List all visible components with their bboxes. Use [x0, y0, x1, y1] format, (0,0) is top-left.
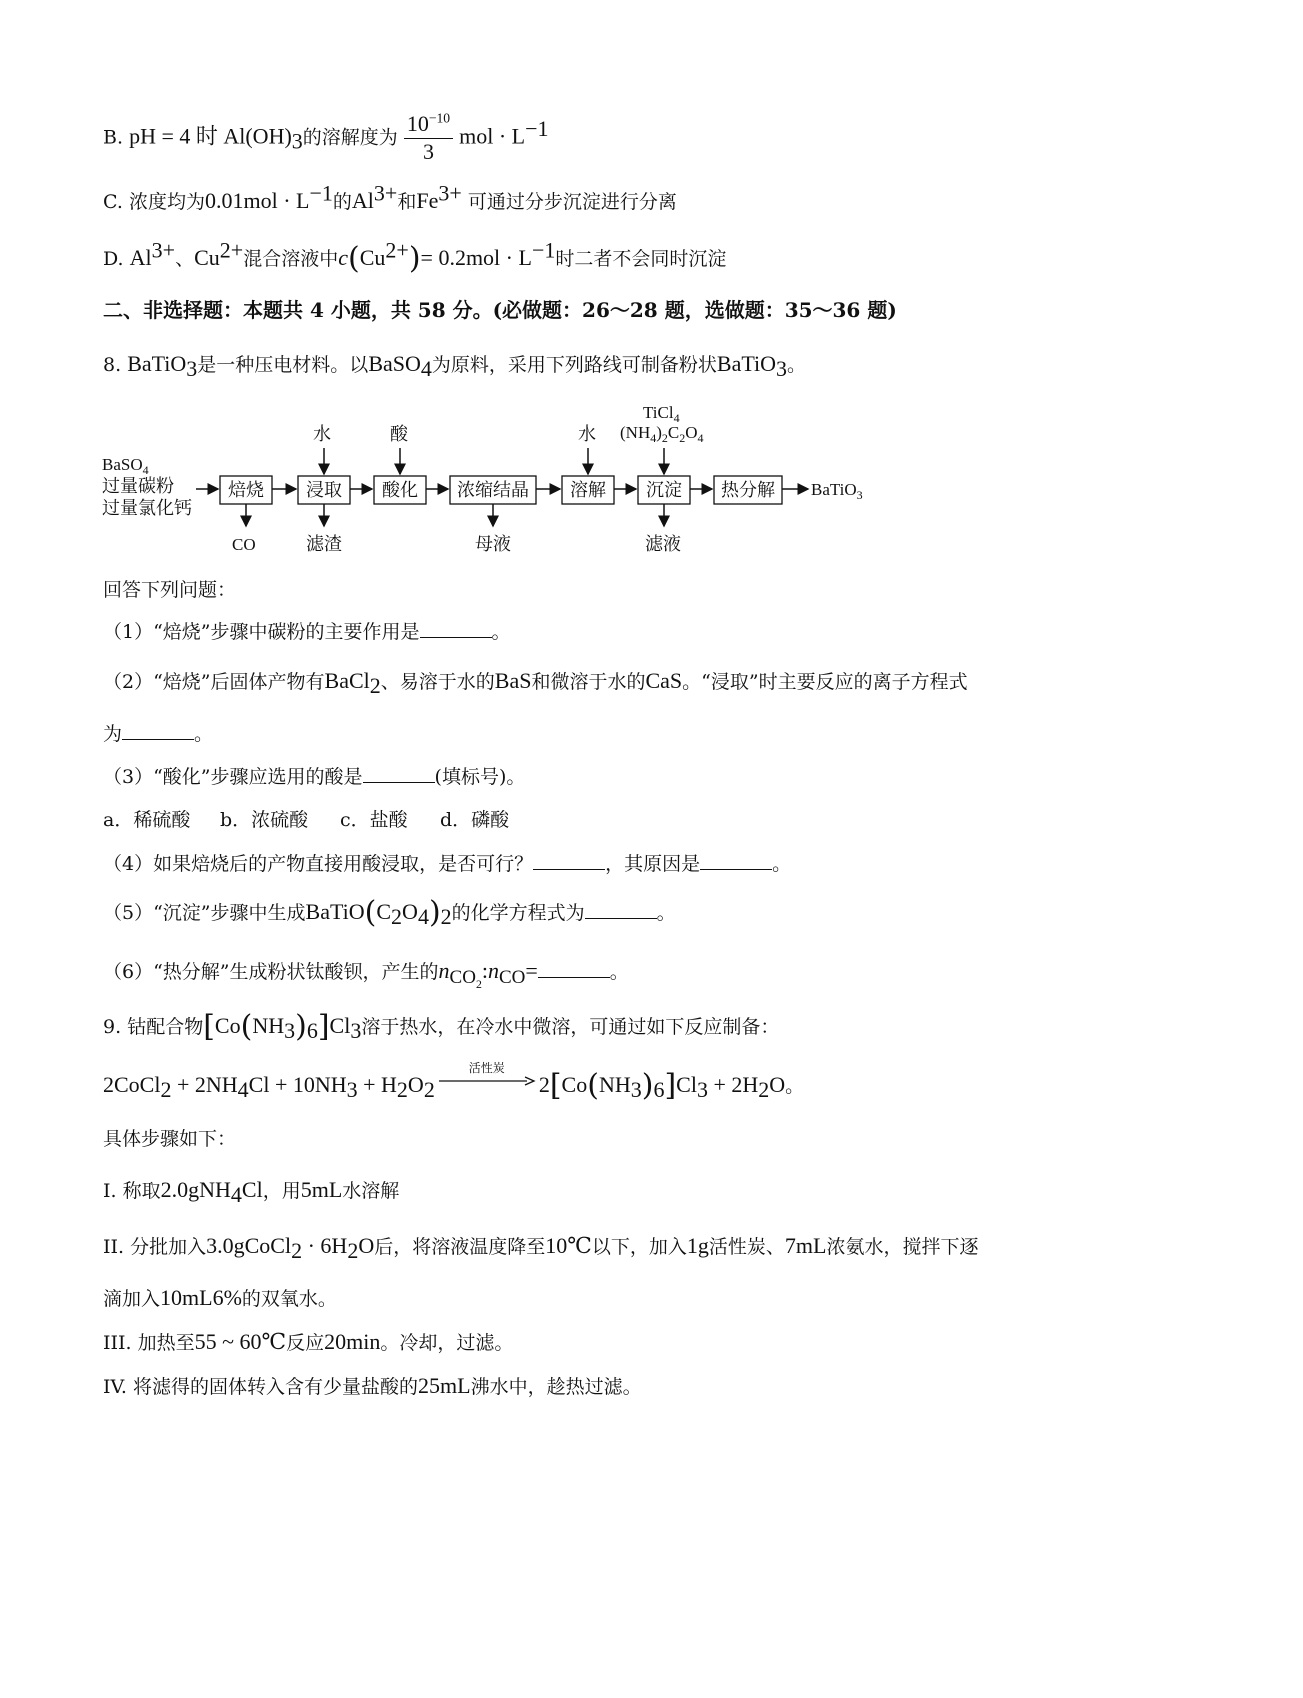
text: 和微溶于水的 [531, 671, 646, 693]
text: 反应 [286, 1332, 325, 1354]
text: 。“浸取”时主要反应的离子方程式 [682, 671, 968, 693]
subscript: CO [498, 966, 526, 988]
feed-carbon: 过量碳粉 [102, 476, 174, 497]
step-4 [103, 1372, 1303, 1401]
charge: 3+ [373, 180, 398, 206]
formula: O [402, 899, 418, 924]
subscript: 2 [475, 977, 482, 991]
feed-cacl2: 过量氯化钙 [102, 498, 192, 519]
formula: BaTiO [305, 899, 365, 924]
sub-question-1 [103, 618, 1303, 646]
option-label: C. [103, 191, 123, 213]
formula: Cl [676, 1072, 697, 1097]
subscript: 2 [440, 903, 452, 929]
answer-blank[interactable] [122, 723, 194, 740]
coefficient: 2 [538, 1072, 550, 1097]
paren-open: ( [240, 1009, 253, 1044]
option-b [103, 112, 1303, 165]
ion: Al [129, 245, 152, 270]
input-water-2: 水 [578, 424, 596, 445]
subscript: 4 [420, 355, 432, 381]
sub-question-3 [103, 763, 1303, 791]
text: ，其原因是 [605, 853, 701, 875]
text: 为原料，采用下列路线可制备粉状 [431, 354, 717, 376]
exponent: −10 [428, 110, 451, 126]
question-9-stem [103, 1009, 1303, 1044]
answer-blank[interactable] [700, 853, 772, 870]
subscript: 3 [696, 1076, 708, 1102]
sub-question-2-cont [103, 720, 1303, 748]
question-8-stem [103, 350, 1303, 379]
step-label: III. [103, 1332, 132, 1354]
text: 。 [609, 961, 629, 983]
text: 、易溶于水的 [380, 671, 495, 693]
text: 和 [397, 191, 417, 213]
formula: Cl [329, 1013, 351, 1038]
subscript: 3 [346, 1076, 358, 1102]
steps-intro: 具体步骤如下： [103, 1128, 237, 1150]
text: 称取 [122, 1180, 161, 1202]
text: （1）“焙烧”步骤中碳粉的主要作用是 [103, 621, 420, 643]
value: 5mL [300, 1177, 343, 1202]
formula: Co [214, 1013, 241, 1038]
subscript: 3 [186, 355, 198, 381]
ion: Al [351, 188, 374, 213]
formula: BaTiO [716, 351, 776, 376]
formula: + 2NH [171, 1072, 238, 1097]
exponent: −1 [525, 116, 549, 142]
charge: 2+ [385, 237, 409, 263]
text: （4）如果焙烧后的产物直接用酸浸取，是否可行？ [103, 853, 534, 875]
bracket-close: ] [317, 1009, 330, 1044]
text: 是一种压电材料。以 [197, 354, 369, 376]
value: 0.01mol · L [204, 188, 310, 213]
choice-b: b．浓硫酸 [220, 809, 309, 831]
input-acid: 酸 [390, 424, 408, 445]
option-d [103, 237, 1303, 276]
unit: mol · L [459, 123, 526, 149]
text: 。 [194, 723, 214, 745]
text: (填标号)。 [434, 766, 526, 788]
answer-blank[interactable] [420, 621, 492, 638]
fraction [404, 112, 453, 165]
output-mother-liquor: 母液 [475, 534, 511, 555]
step-3 [103, 1328, 1303, 1357]
text: 。 [656, 902, 676, 924]
text: 沸水中，趁热过滤。 [470, 1376, 642, 1398]
text: 滴加入 [103, 1288, 161, 1310]
step-label: II. [103, 1236, 125, 1258]
paren-open: ( [364, 895, 377, 930]
step-label: I. [103, 1180, 117, 1202]
subscript: 4 [230, 1181, 242, 1207]
formula: + 2H [707, 1072, 759, 1097]
paren-open: ( [587, 1068, 599, 1103]
formula: NH [252, 1013, 285, 1038]
formula: + H [357, 1072, 397, 1097]
value: 3.0gCoCl [206, 1233, 292, 1258]
charge: 3+ [438, 180, 462, 206]
paren-close: ) [295, 1009, 307, 1044]
text: 活性炭、 [708, 1236, 785, 1258]
text: 、 [175, 248, 195, 270]
text: 的双氧水。 [241, 1288, 337, 1310]
sub-question-5 [103, 895, 1303, 930]
fraction-numerator: 10 [406, 111, 429, 136]
subscript: CO [449, 966, 476, 988]
formula: C [376, 899, 392, 924]
answer-blank[interactable] [585, 902, 657, 919]
formula: O [407, 1072, 424, 1097]
output-filtrate: 滤液 [645, 534, 681, 555]
formula: 2CoCl [103, 1072, 161, 1097]
option-b-formula: pH = 4 时 Al(OH) [129, 123, 292, 149]
value: 1g [686, 1233, 709, 1258]
subscript: 6 [306, 1017, 318, 1043]
text: 浓氨水，搅拌下逐 [826, 1236, 979, 1258]
text: 混合溶液中 [243, 248, 339, 270]
text: 。 [785, 1075, 805, 1097]
subscript: 2 [423, 1076, 435, 1102]
value: 2.0gNH [160, 1177, 231, 1202]
step-dissolve: 溶解 [570, 480, 606, 501]
sub-question-2 [103, 667, 1303, 696]
subscript: 3 [630, 1076, 642, 1102]
option-label: B. [103, 126, 124, 149]
exponent: −1 [309, 180, 333, 206]
step-label: IV. [103, 1376, 127, 1398]
subscript: 3 [291, 128, 303, 154]
text: 。 [787, 354, 807, 376]
paren-close: ) [641, 1068, 654, 1103]
amount-symbol: n [487, 958, 499, 983]
formula: BaTiO [127, 351, 187, 376]
text: 的化学方程式为 [451, 902, 585, 924]
text: : [481, 958, 488, 983]
step-decompose: 热分解 [721, 480, 775, 501]
paren-close: ) [428, 895, 441, 930]
subscript: 6 [653, 1076, 665, 1102]
step-concentrate: 浓缩结晶 [457, 480, 529, 501]
choice-a: a．稀硫酸 [103, 809, 191, 831]
text: 水溶解 [342, 1180, 400, 1202]
text: 可通过分步沉淀进行分离 [467, 191, 677, 213]
step-roast: 焙烧 [228, 480, 264, 501]
text: 为 [103, 723, 123, 745]
subscript: 2 [291, 1237, 303, 1263]
text: = [525, 958, 538, 983]
text: （2）“焙烧”后固体产物有 [103, 671, 325, 693]
choice-d: d．磷酸 [440, 809, 510, 831]
section-heading: 二、非选择题：本题共 4 小题，共 58 分。(必做题：26～28 题，选做题：35～36 题) [103, 298, 897, 322]
text: （6）“热分解”生成粉状钛酸钡，产生的 [103, 961, 439, 983]
subscript: 2 [160, 1076, 172, 1102]
charge: 3+ [151, 237, 176, 263]
ion: Cu [359, 245, 386, 270]
text: （3）“酸化”步骤应选用的酸是 [103, 766, 363, 788]
formula: BaS [494, 668, 532, 693]
value: O [358, 1233, 375, 1258]
question-number: 9. [103, 1016, 122, 1038]
value: 7mL [784, 1233, 827, 1258]
concentration-symbol: c [338, 245, 348, 270]
value: Cl [241, 1177, 263, 1202]
step-acidify: 酸化 [382, 480, 418, 501]
ion: Cu [194, 245, 220, 270]
text: 溶于热水，在冷水中微溶，可通过如下反应制备： [361, 1016, 780, 1038]
paren-open: ( [347, 241, 360, 276]
input-ticl4-label: TiCl$_4$ [643, 403, 680, 425]
text: ，用 [262, 1180, 301, 1202]
text: 以下，加入 [591, 1236, 687, 1258]
subscript: 2 [369, 672, 381, 698]
input-oxalate: $(NH_4)_2C_2O_4$ [620, 423, 704, 445]
reaction-equation [103, 1061, 1303, 1103]
text: 时二者不会同时沉淀 [555, 248, 727, 270]
question-number: 8. [103, 354, 122, 376]
option-label: D. [103, 248, 124, 270]
paren-close: ) [408, 241, 421, 276]
formula: CaS [645, 668, 683, 693]
subscript: 3 [350, 1017, 362, 1043]
value: · 6H [302, 1233, 348, 1258]
text: 浓度均为 [128, 191, 205, 213]
subscript: 2 [391, 903, 403, 929]
answer-intro: 回答下列问题： [103, 579, 237, 601]
answer-blank[interactable] [363, 766, 435, 783]
exponent: −1 [531, 237, 556, 263]
bracket-close: ] [664, 1068, 677, 1103]
reaction-condition: 活性炭 [468, 1061, 505, 1075]
formula: Cl + 10NH [248, 1072, 347, 1097]
text: 后，将溶液温度降至 [374, 1236, 546, 1258]
feed-baso4: BaSO$_4$ [102, 455, 149, 477]
value: 25mL [418, 1373, 471, 1398]
bracket-open: [ [203, 1009, 215, 1044]
formula: O [769, 1072, 786, 1097]
value: = 0.2mol · L [420, 245, 532, 270]
subscript: 2 [396, 1076, 408, 1102]
answer-blank[interactable] [538, 961, 610, 978]
input-water-1: 水 [313, 424, 331, 445]
formula: NH [598, 1072, 631, 1097]
product-batio3: BaTiO$_3$ [811, 480, 863, 502]
text: 将滤得的固体转入含有少量盐酸的 [133, 1376, 419, 1398]
fraction-denominator: 3 [422, 139, 434, 164]
reaction-arrow [439, 1061, 535, 1090]
text: （5）“沉淀”步骤中生成 [103, 902, 306, 924]
bracket-open: [ [549, 1068, 562, 1103]
sub-question-6 [103, 957, 1303, 991]
text: 钴配合物 [127, 1016, 204, 1038]
subscript: 3 [284, 1017, 296, 1043]
subscript: 4 [417, 903, 429, 929]
step-precipitate: 沉淀 [646, 480, 682, 501]
text: 。 [772, 853, 792, 875]
sub-question-4 [103, 850, 1303, 878]
text: 加热至 [137, 1332, 195, 1354]
choice-row [103, 806, 1303, 834]
step-2 [103, 1232, 1303, 1261]
step-leach: 浸取 [306, 480, 342, 501]
option-b-text: 的溶解度为 [302, 126, 398, 149]
formula: Co [561, 1072, 588, 1097]
step-1 [103, 1176, 1303, 1205]
formula: BaSO [368, 351, 421, 376]
charge: 2+ [219, 237, 244, 263]
subscript: 2 [347, 1237, 359, 1263]
text: 。 [491, 621, 511, 643]
subscript: 2 [758, 1076, 770, 1102]
text: 分批加入 [130, 1236, 207, 1258]
ion: Fe [416, 188, 439, 213]
subscript: 3 [776, 355, 787, 381]
text: 。冷却，过滤。 [380, 1332, 514, 1354]
choice-c: c．盐酸 [340, 809, 408, 831]
option-c [103, 180, 1303, 216]
value: 20min [324, 1329, 381, 1354]
text: 的 [332, 191, 352, 213]
value: 55 ~ 60℃ [194, 1329, 287, 1354]
output-co: CO [232, 535, 256, 554]
output-residue: 滤渣 [306, 534, 342, 555]
formula: BaCl [324, 668, 370, 693]
answer-blank[interactable] [533, 853, 605, 870]
value: 10mL6% [160, 1285, 242, 1310]
step-2-cont [103, 1284, 1303, 1313]
value: 10℃ [545, 1233, 592, 1258]
subscript: 4 [237, 1076, 249, 1102]
amount-symbol: n [438, 958, 450, 983]
